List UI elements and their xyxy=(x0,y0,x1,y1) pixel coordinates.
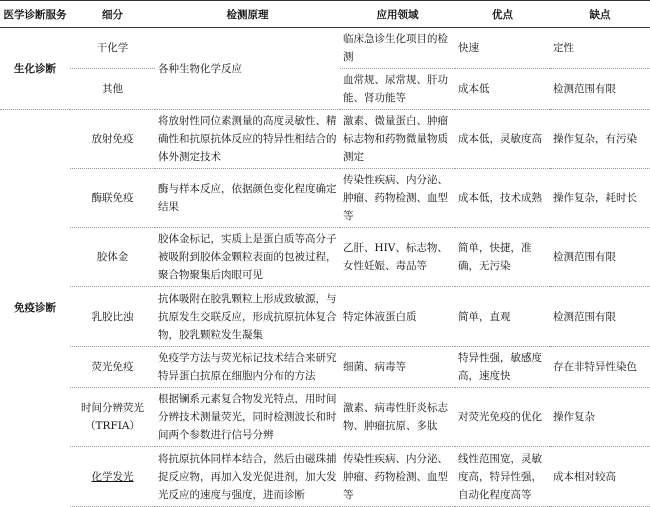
principle-cell: 酶与样本反应，依据颜色变化程度确定结果 xyxy=(155,169,340,228)
pros-cell: 简单，直观 xyxy=(455,287,550,347)
cons-cell: 操作复杂，有污染 xyxy=(550,110,650,169)
cons-cell: 操作复杂，耗时长 xyxy=(550,169,650,228)
table-row xyxy=(0,228,650,287)
cons-cell: 检测范围有限 xyxy=(550,69,650,110)
header-pros: 优点 xyxy=(455,1,550,28)
pros-cell: 成本低，灵敏度高 xyxy=(455,110,550,169)
table-row xyxy=(0,388,650,447)
application-cell: 细菌、病毒等 xyxy=(340,347,455,388)
pros-cell: 快速 xyxy=(455,28,550,69)
application-cell: 传染性疾病、内分泌、肿瘤、药物检测、血型等 xyxy=(340,447,455,507)
principle-cell: 各种生物化学反应 xyxy=(155,28,340,110)
header-application: 应用领域 xyxy=(340,1,455,28)
header-cons: 缺点 xyxy=(550,1,650,28)
subcategory-label: 化学发光 xyxy=(91,470,134,483)
principle-cell: 抗体吸附在胶乳颗粒上形成致敏源，与抗原发生交联反应，形成抗原抗体复合物，胶乳颗粒发生凝集 xyxy=(155,287,340,347)
table-row xyxy=(0,110,650,169)
service-label: 免疫诊断 xyxy=(14,302,56,315)
principle-cell: 根据镧系元素复合物发光特点，用时间分辨技术测量荧光，同时检测波长和时间两个参数进行信号分辨 xyxy=(155,388,340,447)
application-cell: 激素、微量蛋白、肿瘤标志物和药物微量物质测定 xyxy=(340,110,455,169)
application-cell: 血常规、尿常规、肝功能、肾功能等 xyxy=(340,69,455,110)
subcategory-cell: 荧光免疫 xyxy=(70,347,155,388)
subcategory-cell: 胶体金 xyxy=(70,228,155,287)
subcategory-cell: 乳胶比浊 xyxy=(70,287,155,347)
application-cell: 特定体液蛋白质 xyxy=(340,287,455,347)
application-cell: 乙肝、HIV、标志物、女性妊娠、毒品等 xyxy=(340,228,455,287)
application-cell: 传染性疾病、内分泌、肿瘤、药物检测、血型等 xyxy=(340,169,455,228)
pros-cell: 对荧光免疫的优化 xyxy=(455,388,550,447)
table-row xyxy=(0,287,650,347)
cons-cell: 操作复杂 xyxy=(550,388,650,447)
subcategory-cell: 放射免疫 xyxy=(70,110,155,169)
pros-cell: 特异性强，敏感度高，速度快 xyxy=(455,347,550,388)
application-cell: 临床急诊生化项目的检测 xyxy=(340,28,455,69)
pros-cell: 成本低，技术成熟 xyxy=(455,169,550,228)
principle-cell: 胶体金标记，实质上是蛋白质等高分子被吸附到胶体金颗粒表面的包被过程，聚合物聚集后肉眼可见 xyxy=(155,228,340,287)
header-row xyxy=(0,1,650,28)
table-row xyxy=(0,169,650,228)
subcategory-cell: 其他 xyxy=(70,69,155,110)
principle-cell: 免疫学方法与荧光标记技术结合来研究特异蛋白抗原在细胞内分布的方法 xyxy=(155,347,340,388)
cons-cell: 检测范围有限 xyxy=(550,287,650,347)
table-row xyxy=(0,347,650,388)
cons-cell: 存在非特异性染色 xyxy=(550,347,650,388)
pros-cell: 成本低 xyxy=(455,69,550,110)
table-row xyxy=(0,447,650,507)
application-cell: 激素、病毒性肝炎标志物、肿瘤抗原、多肽 xyxy=(340,388,455,447)
cons-cell: 成本相对较高 xyxy=(550,447,650,507)
service-label: 生化诊断 xyxy=(0,28,70,110)
cons-cell: 定性 xyxy=(550,28,650,69)
header-principle: 检测原理 xyxy=(155,1,340,28)
header-subcategory: 细分 xyxy=(70,1,155,28)
principle-cell: 将放射性同位素测量的高度灵敏性、精确性和抗原抗体反应的特异性相结合的体外测定技术 xyxy=(155,110,340,169)
subcategory-cell: 干化学 xyxy=(70,28,155,69)
pros-cell: 简单，快捷，准确，无污染 xyxy=(455,228,550,287)
table-row xyxy=(0,28,650,69)
subcategory-cell: 时间分辨荧光（TRFIA） xyxy=(70,388,155,447)
pros-cell: 线性范围宽，灵敏度高，特异性强，自动化程度高等 xyxy=(455,447,550,507)
cons-cell: 检测范围有限 xyxy=(550,228,650,287)
header-service: 医学诊断服务 xyxy=(0,1,70,28)
subcategory-cell: 酶联免疫 xyxy=(70,169,155,228)
subcategory-cell xyxy=(70,447,155,507)
principle-cell: 将抗原抗体同样本结合，然后由磁珠捕捉反应物，再加入发光促进剂，加大发光反应的速度与强度，进而诊断 xyxy=(155,447,340,507)
